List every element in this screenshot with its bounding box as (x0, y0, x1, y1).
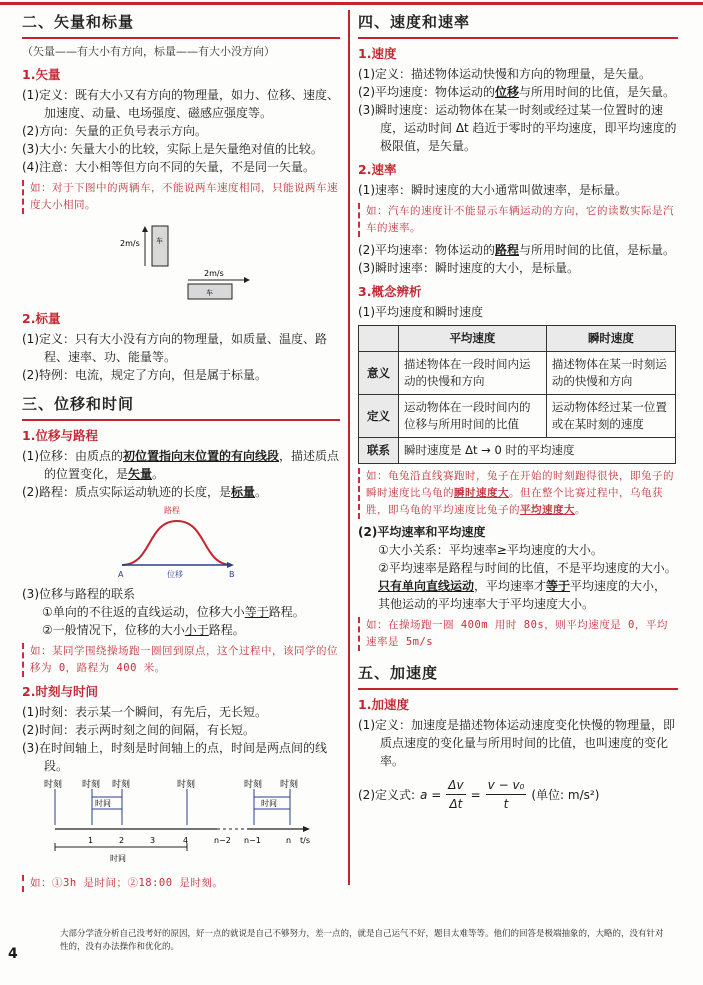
speed-velocity-title: (2)平均速率和平均速度 (358, 525, 486, 540)
displacement-definition (22, 447, 340, 483)
text: 路程。 (208, 622, 245, 637)
moment-label: 时刻 (244, 779, 263, 790)
text: 与所用时间的比值，是标量。 (519, 243, 676, 257)
formula-lhs: a = (420, 787, 442, 802)
tick-label: n (286, 835, 292, 845)
heading-vector: 1.矢量 (22, 66, 61, 82)
underlined-term: 等于 (546, 579, 571, 594)
scalar-definition: (1)定义：只有大小没有方向的物理量，如质量、温度、路程、速率、功、能量等。 (22, 331, 328, 364)
footer-quote: 大部分学渣分析自己没考好的原因，好一点的就说是自己不够努力，差一点的，就是自己运气不好，题目太难等等。他们的回答是极端抽象的，大略的，没有针对性的，没有办法操作和优化的。 (60, 929, 664, 952)
path-figure (22, 501, 340, 581)
fraction-one (446, 776, 465, 813)
concept-subtitle: (1)平均速度和瞬时速度 (358, 305, 483, 320)
speed-velocity-two: ②平均速率是路程与时间的比值，不是平均速度的大小。 (378, 561, 677, 576)
scalar-exception: (2)特例：电流，规定了方向，但是属于标量。 (22, 367, 267, 382)
row-header: 意义 (359, 352, 399, 395)
average-velocity (358, 83, 678, 101)
table-row (359, 352, 676, 395)
column-divider (348, 10, 350, 885)
top-rule (0, 2, 703, 5)
vector-definition: (1)定义：既有大小又有方向的物理量，如力、位移、速度、加速度、动量、电场强度、磁感应强度等。 (22, 87, 340, 120)
timeline-figure (22, 775, 340, 871)
point-b: B (229, 569, 235, 579)
text: 。 (575, 504, 586, 517)
interval-definition: (2)时间：表示两时刻之间的间隔，有长短。 (22, 722, 255, 737)
example-note-race (358, 468, 678, 519)
table-row (359, 395, 676, 438)
text: ①单向的不往返的直线运动，位移大小 (42, 604, 245, 619)
heading-concepts: 3.概念辨析 (358, 284, 422, 299)
highlight: 瞬时速度大 (454, 487, 509, 500)
car-diagram (22, 218, 340, 300)
example-note-lap: 如：某同学围绕操场跑一圈回到原点，这个过程中，该同学的位移为 0，路程为 400 米。 (22, 643, 340, 677)
path-definition (22, 483, 340, 501)
timeline-definition: (3)在时间轴上，时刻是时间轴上的点，时间是两点间的线段。 (22, 740, 328, 773)
underlined-term: 标量 (231, 484, 256, 499)
relation-two (22, 621, 340, 639)
section-title-acceleration: 五、加速度 (358, 663, 678, 690)
speed-definition: (1)速率：瞬时速度的大小通常叫做速率，是标量。 (358, 183, 627, 197)
heading-velocity: 1.速度 (358, 45, 397, 61)
displacement-arrowhead (227, 562, 234, 568)
table-header-row (359, 326, 676, 352)
point-a: A (118, 569, 124, 579)
row-header: 定义 (359, 395, 399, 438)
tick-label: 3 (150, 835, 156, 845)
text: 。 (152, 466, 165, 481)
text: 。 (255, 484, 268, 499)
instant-velocity: (3)瞬时速度：运动物体在某一时刻或经过某一位置时的速度，运动时间 Δt 趋近于零时的平均速度，即平均速度的极限值，是矢量。 (358, 102, 677, 153)
table-header-cell: 平均速度 (399, 326, 547, 352)
time-axis-arrowhead (303, 826, 310, 832)
car-vertical-text: 车 (156, 236, 163, 245)
text: 路程。 (268, 604, 305, 619)
underlined-term: 路程 (495, 243, 520, 257)
velocity-definition: (1)定义：描述物体运动快慢和方向的物理量，是矢量。 (358, 66, 652, 81)
moment-definition: (1)时刻：表示某一个瞬间，有先后，无长短。 (22, 704, 267, 719)
path-diagram (22, 501, 340, 581)
example-note-cars: 如：对于下图中的两辆车，不能说两车速度相同，只能说两车速度大小相同。 (22, 180, 340, 214)
moment-label: 时刻 (280, 779, 299, 790)
average-speed (358, 241, 678, 259)
interval-label: 时间 (95, 798, 111, 808)
axis-unit: t/s (300, 835, 310, 845)
car-vertical (152, 226, 168, 266)
underlined-term: 小于 (184, 622, 209, 637)
table-cell: 运动物体经过某一位置或在某时刻的速度 (546, 395, 675, 438)
heading-scalar: 2.标量 (22, 310, 61, 326)
path-label: 路程 (164, 505, 180, 515)
section-title-velocity: 四、速度和速率 (358, 12, 678, 39)
text: 平均速度的大小，其他运动的平均速率大于平均速度大小。 (378, 579, 667, 612)
numerator: Δv (446, 776, 465, 795)
heading-speed: 2.速率 (358, 161, 397, 177)
car-figure (22, 218, 340, 300)
text: ②一般情况下，位移的大小 (42, 622, 185, 637)
table-cell: 瞬时速度是 Δt → 0 时的平均速度 (399, 438, 676, 464)
tick-label: n−2 (214, 835, 231, 845)
row-header: 联系 (359, 438, 399, 464)
interval-label: 时间 (110, 853, 126, 863)
section-title-displacement-time: 三、位移和时间 (22, 394, 340, 421)
tick-label: 2 (119, 835, 125, 845)
text: 如：龟兔沿直线赛跑时，兔子在开始的时刻跑得很快，即兔子的瞬时速度比乌龟的 (366, 470, 674, 500)
example-note-speedometer: 如：汽车的速度计不能显示车辆运动的方向，它的读数实际是汽车的速率。 (358, 203, 678, 237)
speed-velocity-one: ①大小关系：平均速率≥平均速度的大小。 (378, 543, 603, 558)
acceleration-formula (358, 776, 678, 813)
underlined-term: 位移 (495, 84, 520, 99)
car-speed-label-horizontal: 2m/s (204, 268, 224, 278)
car-horizontal-text: 车 (206, 288, 213, 297)
table-cell: 描述物体在某一时刻运动的快慢和方向 (546, 352, 675, 395)
text: ，描述质点的位置变化，是 (44, 448, 340, 481)
underlined-term: 只有单向直线运动 (378, 579, 475, 594)
timeline-diagram (22, 775, 340, 871)
example-note-track: 如：在操场跑一圈 400m 用时 80s，则平均速度是 0，平均速率是 5m/s (358, 617, 678, 651)
arrowhead-right (244, 277, 250, 283)
text: 。但在整个比赛过程中，乌龟获胜，即乌龟的平均速度比兔子的 (366, 487, 663, 517)
example-note-time: 如：①3h 是时间；②18:00 是时刻。 (22, 875, 340, 892)
right-column (358, 12, 678, 813)
relation-title: (3)位移与路程的联系 (22, 586, 135, 601)
equals-sign: = (470, 787, 481, 802)
text: (2)路程：质点实际运动轨迹的长度，是 (22, 484, 231, 499)
vector-note: (4)注意：大小相等但方向不同的矢量，不是同一矢量。 (22, 159, 316, 174)
table-header-cell: 瞬时速度 (546, 326, 675, 352)
comparison-table (358, 325, 676, 464)
underlined-term: 等于 (244, 604, 269, 619)
numerator: v − v₀ (486, 776, 527, 795)
table-row (359, 438, 676, 464)
moment-label: 时刻 (82, 779, 101, 790)
highlight: 平均速度大 (520, 504, 575, 517)
heading-displacement-path: 1.位移与路程 (22, 427, 98, 443)
relation-one (22, 603, 340, 621)
displacement-label: 位移 (167, 569, 183, 579)
speed-velocity-three (358, 577, 678, 613)
section-title-vector-scalar: 二、矢量和标量 (22, 12, 340, 39)
instant-speed: (3)瞬时速率：瞬时速度的大小，是标量。 (358, 261, 579, 275)
text: (1)位移：由质点的 (22, 448, 123, 463)
path-curve (122, 521, 232, 565)
table-header-cell (359, 326, 399, 352)
underlined-term: 初位置指向末位置的有向线段 (123, 448, 280, 463)
formula-unit: (单位: m/s²) (531, 787, 600, 802)
vector-scalar-summary: （矢量——有大小有方向，标量——有大小没方向） (22, 44, 275, 58)
interval-label: 时间 (261, 798, 277, 808)
denominator: t (503, 797, 509, 811)
heading-acceleration: 1.加速度 (358, 696, 409, 712)
formula-prefix: (2)定义式: (358, 787, 416, 802)
moment-label: 时刻 (44, 779, 63, 790)
tick-label: 4 (183, 835, 189, 845)
left-column (22, 12, 340, 896)
moment-label: 时刻 (177, 779, 196, 790)
denominator: Δt (449, 797, 463, 811)
table-cell: 运动物体在一段时间内的位移与所用时间的比值 (399, 395, 547, 438)
moment-label: 时刻 (112, 779, 131, 790)
acceleration-definition: (1)定义：加速度是描述物体运动速度变化快慢的物理量，即质点速度的变化量与所用时间的比值，也叫速度的变化率。 (358, 718, 676, 768)
arrowhead-up (142, 226, 148, 232)
vector-direction: (2)方向：矢量的正负号表示方向。 (22, 123, 207, 138)
text: (2)平均速率：物体运动的 (358, 243, 495, 257)
car-speed-label-vertical: 2m/s (120, 238, 140, 248)
tick-label: 1 (88, 835, 94, 845)
page-number: 4 (8, 946, 18, 962)
fraction-two (486, 776, 527, 813)
heading-moment-interval: 2.时刻与时间 (22, 683, 98, 699)
tick-label: n−1 (244, 835, 261, 845)
underlined-term: 矢量 (128, 466, 153, 481)
text: (2)平均速度：物体运动的 (358, 84, 495, 99)
table-cell: 描述物体在一段时间内运动的快慢和方向 (399, 352, 547, 395)
text: ，平均速率才 (474, 579, 547, 594)
text: 与所用时间的比值，是矢量。 (519, 84, 676, 99)
vector-magnitude: (3)大小: 矢量大小的比较，实际上是矢量绝对值的比较。 (22, 141, 323, 156)
